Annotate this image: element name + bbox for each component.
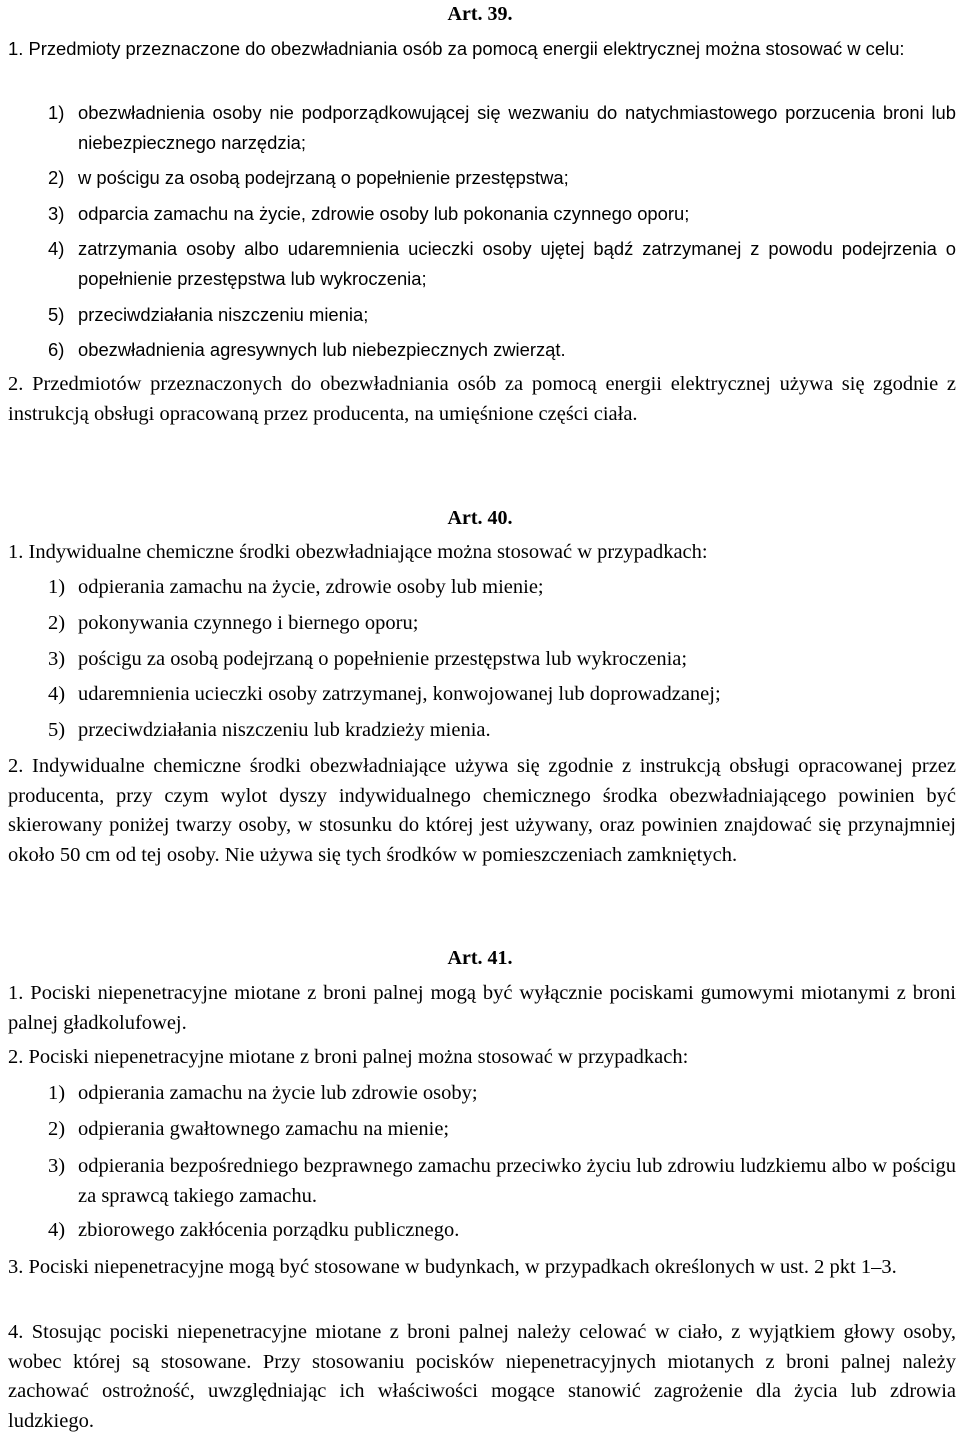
art39-item-4 [48, 234, 956, 293]
art39-para-1-number: 1. [8, 38, 24, 59]
art39-item-6 [48, 335, 956, 365]
art40-item-4-number: 4) [48, 683, 66, 705]
art39-item-1 [48, 98, 956, 157]
art40-para-1-text: Indywidualne chemiczne środki obezwładniające można stosować w przypadkach: [28, 541, 708, 563]
art41-para-3-text: Pociski niepenetracyjne mogą być stosowane w budynkach, w przypadkach określonych w ust. 2 pkt 1–3. [28, 1256, 897, 1278]
art39-item-2-text: w pościgu za osobą podejrzaną o popełnienie przestępstwa; [78, 167, 569, 188]
art41-item-3-number: 3) [48, 1155, 66, 1177]
art40-item-2 [48, 609, 956, 639]
art39-item-4-text: zatrzymania osoby albo udaremnienia ucieczki osoby ujętej bądź zatrzymanej z powodu podejrzenia o popełnienie przestępstwa lub wykroczenia; [78, 238, 956, 289]
art41-item-3-text: odpierania bezpośredniego bezprawnego zamachu przeciwko życiu lub zdrowiu ludzkiemu albo w pościgu za sprawcą takiego zamachu. [78, 1155, 956, 1207]
art41-para-4-text: Stosując pociski niepenetracyjne miotane z broni palnej należy celować w ciało, z wyjątkiem głowy osoby, wobec której są stosowane. Przy stosowaniu pocisków niepenetracyjnych miotanych z broni palnej należy zachować ostrożność, uwzględniając ich właściwości mogące stanowić zagrożenie dla życia lub zdrowia ludzkiego. [8, 1321, 956, 1432]
art40-para-2-number: 2. [8, 755, 24, 777]
art41-item-3 [48, 1152, 956, 1211]
art41-item-1 [48, 1079, 956, 1109]
art41-item-2-number: 2) [48, 1118, 66, 1140]
art40-item-3 [48, 645, 956, 675]
art40-para-2 [8, 752, 956, 870]
art39-item-4-number: 4) [48, 238, 65, 259]
art39-para-2-text: Przedmiotów przeznaczonych do obezwładniania osób za pomocą energii elektrycznej używa się zgodnie z instrukcją obsługi opracowaną przez producenta, na umięśnione części ciała. [8, 373, 957, 425]
art40-para-2-text: Indywidualne chemiczne środki obezwładniające używa się zgodnie z instrukcją obsługi opracowanej przez producenta, przy czym wylot dyszy indywidualnego chemicznego środka obezwładniającego powinien być skierowany poniżej twarzy osoby, w stosunku do której jest używany, oraz powinien znajdować się przynajmniej około 50 cm od tej osoby. Nie używa się tych środków w pomieszczeniach zamkniętych. [8, 755, 956, 866]
art40-item-2-number: 2) [48, 612, 66, 634]
art41-para-3-number: 3. [8, 1256, 24, 1278]
art41-item-4 [48, 1216, 956, 1246]
art41-para-4-number: 4. [8, 1321, 24, 1343]
art39-item-3-text: odparcia zamachu na życie, zdrowie osoby lub pokonania czynnego oporu; [78, 203, 690, 224]
art41-para-2-text: Pociski niepenetracyjne miotane z broni palnej można stosować w przypadkach: [28, 1046, 689, 1068]
art41-para-2 [8, 1043, 956, 1073]
art41-item-2 [48, 1115, 956, 1145]
art40-item-5 [48, 716, 956, 746]
article-40-title: Art. 40. [447, 507, 513, 529]
art39-item-2 [48, 163, 956, 193]
art41-para-2-number: 2. [8, 1046, 24, 1068]
article-39-title: Art. 39. [447, 3, 513, 25]
art39-item-1-number: 1) [48, 102, 65, 123]
art39-item-6-number: 6) [48, 339, 65, 360]
art41-item-1-number: 1) [48, 1082, 66, 1104]
art41-para-1-number: 1. [8, 982, 24, 1004]
art40-para-1 [8, 538, 956, 568]
art41-para-1 [8, 979, 956, 1038]
art39-item-2-number: 2) [48, 167, 65, 188]
art39-para-2 [8, 370, 956, 429]
art39-item-1-text: obezwładnienia osoby nie podporządkowującej się wezwaniu do natychmiastowego porzucenia broni lub niebezpiecznego narzędzia; [78, 102, 956, 153]
art41-para-1-text: Pociski niepenetracyjne miotane z broni palnej mogą być wyłącznie pociskami gumowymi miotanymi z broni palnej gładkolufowej. [8, 982, 956, 1034]
art40-item-2-text: pokonywania czynnego i biernego oporu; [78, 612, 419, 634]
art41-para-4 [8, 1318, 956, 1436]
art41-para-3 [8, 1253, 956, 1283]
art40-item-4 [48, 680, 956, 710]
art41-item-2-text: odpierania gwałtownego zamachu na mienie; [78, 1118, 450, 1140]
art39-item-3-number: 3) [48, 203, 65, 224]
art40-item-4-text: udaremnienia ucieczki osoby zatrzymanej, konwojowanej lub doprowadzanej; [78, 683, 721, 705]
art39-para-1 [8, 34, 956, 64]
art39-para-2-number: 2. [8, 373, 24, 395]
art39-item-5-text: przeciwdziałania niszczeniu mienia; [78, 304, 369, 325]
art40-item-1 [48, 573, 956, 603]
art41-item-4-number: 4) [48, 1219, 66, 1241]
art39-item-5-number: 5) [48, 304, 65, 325]
art40-item-5-number: 5) [48, 719, 66, 741]
art40-item-3-text: pościgu za osobą podejrzaną o popełnienie przestępstwa lub wykroczenia; [78, 648, 688, 670]
art40-para-1-number: 1. [8, 541, 24, 563]
article-41-title: Art. 41. [447, 947, 513, 969]
art41-item-4-text: zbiorowego zakłócenia porządku publicznego. [78, 1219, 460, 1241]
art39-item-6-text: obezwładnienia agresywnych lub niebezpiecznych zwierząt. [78, 339, 566, 360]
art41-item-1-text: odpierania zamachu na życie lub zdrowie osoby; [78, 1082, 478, 1104]
art39-item-5 [48, 300, 956, 330]
art40-item-3-number: 3) [48, 648, 66, 670]
art40-item-5-text: przeciwdziałania niszczeniu lub kradzieży mienia. [78, 719, 491, 741]
art39-para-1-text: Przedmioty przeznaczone do obezwładniania osób za pomocą energii elektrycznej można stosować w celu: [28, 38, 905, 59]
art40-item-1-text: odpierania zamachu na życie, zdrowie osoby lub mienie; [78, 576, 544, 598]
art39-item-3 [48, 199, 956, 229]
art40-item-1-number: 1) [48, 576, 66, 598]
